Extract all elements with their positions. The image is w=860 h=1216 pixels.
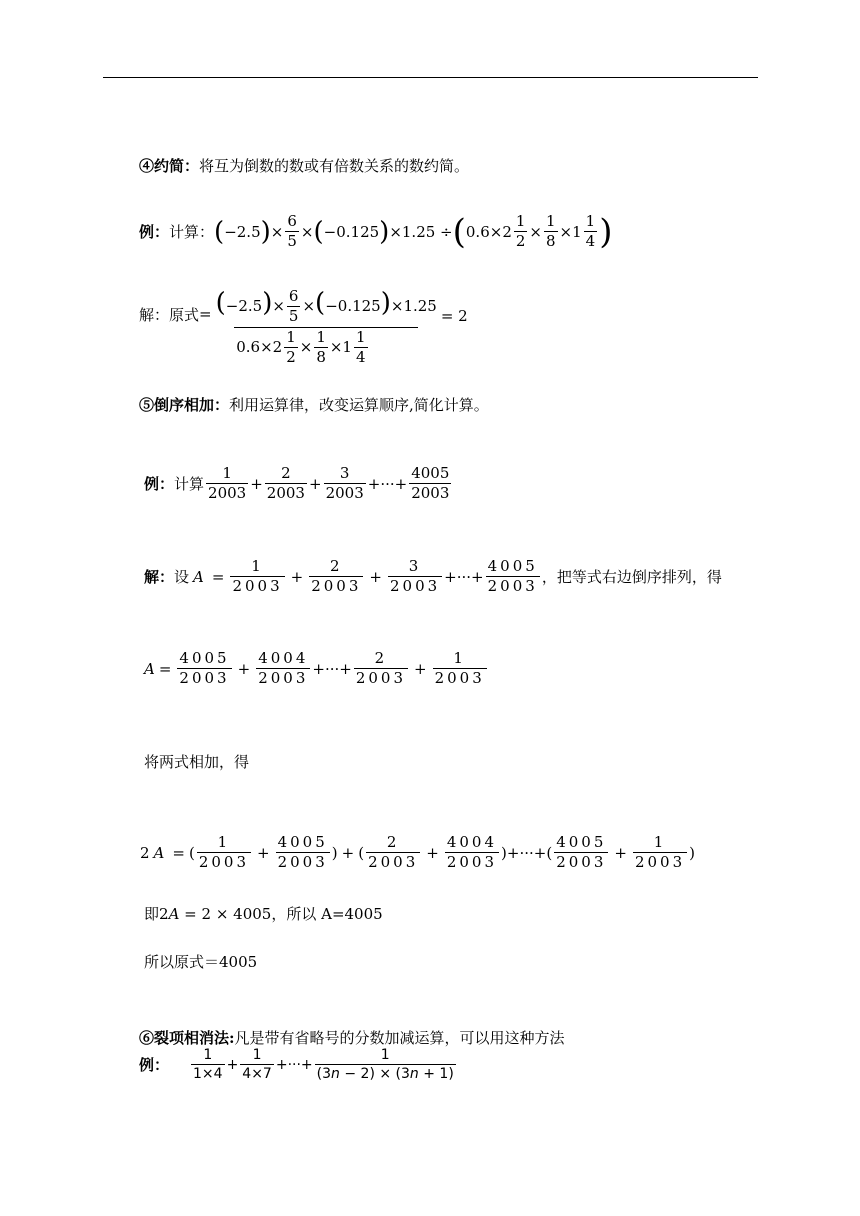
section-6-heading: ⑥裂项相消法: 凡是带有省略号的分数加减运算，可以用这种方法 — [139, 1029, 565, 1047]
section-4-heading: ④约简： 将互为倒数的数或有倍数关系的数约简。 — [139, 157, 470, 175]
section-5-example: 例： 计算 $\frac{1}{2003}$ + $\frac{2}{2003}$ + $\frac{3}{2003}$ +···+ $\frac{4005}{2003}$ — [144, 464, 450, 503]
header-rule — [103, 77, 758, 78]
section-5-ji: 即 2 A = 2 × 4005 ，所以 A=4005 — [144, 904, 383, 923]
section-5-solution: 解： 设 A = $\frac{1}{2003}$ + $\frac{2}{2003}$ + $\frac{3}{2003}$ +···+ $\frac{4005}{2003}$ ，把等式右边倒序排列，得 — [144, 557, 722, 596]
section-4-example: 例： 计算： ( −2.5 ) × $\frac{6}{5}$ × ( −0.125 ) ×1.25 ÷ ( 0.6×2 $\frac{1}{2}$ × $\frac{1}{8}$ ×1 $\frac{1}{4}$ ) — [139, 211, 613, 252]
section-5-reversed: A = $\frac{4005}{2003}$ + $\frac{4004}{2003}$ +···+ $\frac{2}{2003}$ + $\frac{1}{2003}$ — [144, 649, 485, 688]
section-5-heading: ⑤倒序相加： 利用运算律，改变运算顺序,简化计算。 — [139, 396, 489, 414]
section-5-add-both: 将两式相加，得 — [144, 753, 250, 771]
section-5-conclusion: 所以原式＝4005 — [144, 953, 258, 971]
section-5-sum: 2 A = ( $\frac{1}{2003}$ + $\frac{4005}{2003}$ ) + ( $\frac{2}{2003}$ + $\frac{4004}{2003}$ )+···+( $\frac{4005}{2003}$ + $\frac{1}{2003}$ ) — [140, 833, 695, 872]
section-4-solution: 解：原式 = (−2.5)× $\frac{6}{5}$ ×(−0.125)×1.25 0.6×2 $\frac{1}{2}$ × $\frac{1}{8}$ ×1 $\frac{1}{4}$ = 2 — [139, 287, 468, 366]
section-6-example: 例： $\frac{1}{1\times 4}$ + $\frac{1}{4\times 7}$ +···+ $\frac{1}{(3n - 2) \times (3n + 1)}$ — [139, 1047, 454, 1083]
